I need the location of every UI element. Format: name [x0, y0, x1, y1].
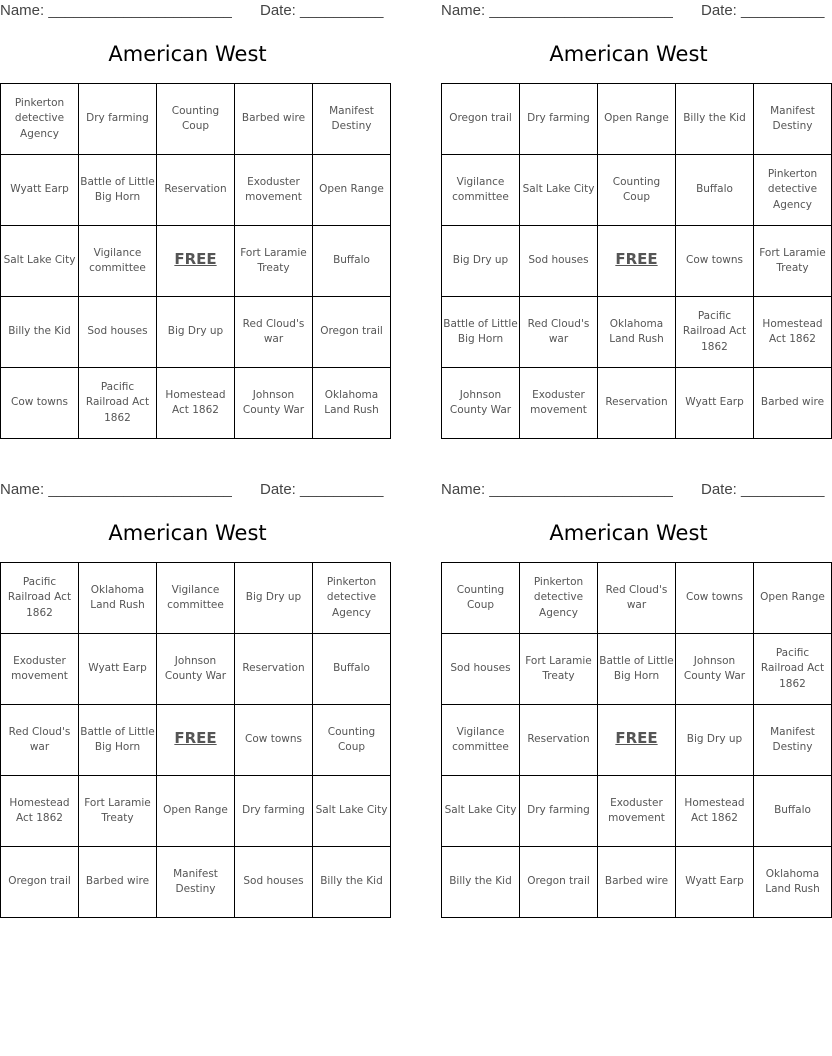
- name-field[interactable]: Name: ______________________: [0, 481, 232, 498]
- bingo-cell[interactable]: Manifest Destiny: [157, 847, 235, 918]
- bingo-cell[interactable]: Big Dry up: [676, 705, 754, 776]
- bingo-cell[interactable]: Sod houses: [79, 297, 157, 368]
- grid-row: [1, 226, 391, 297]
- bingo-card-2: [441, 0, 826, 440]
- bingo-cell[interactable]: Big Dry up: [442, 226, 520, 297]
- bingo-cell[interactable]: Open Range: [157, 776, 235, 847]
- bingo-cell[interactable]: Counting Coup: [442, 563, 520, 634]
- bingo-cell[interactable]: Buffalo: [313, 634, 391, 705]
- bingo-cell[interactable]: Fort Laramie Treaty: [754, 226, 832, 297]
- grid-row: [442, 563, 832, 634]
- grid-row: [442, 226, 832, 297]
- bingo-cell[interactable]: Buffalo: [676, 155, 754, 226]
- grid-row: [1, 847, 391, 918]
- bingo-cell[interactable]: Reservation: [598, 368, 676, 439]
- bingo-cell[interactable]: Wyatt Earp: [676, 368, 754, 439]
- grid-row: [442, 368, 832, 439]
- grid-row: [442, 847, 832, 918]
- bingo-cell[interactable]: Salt Lake City: [520, 155, 598, 226]
- name-field[interactable]: Name: ______________________: [441, 481, 673, 498]
- bingo-cell[interactable]: Cow towns: [235, 705, 313, 776]
- grid-row: [1, 634, 391, 705]
- bingo-cell[interactable]: Vigilance committee: [157, 563, 235, 634]
- bingo-cell[interactable]: Red Cloud's war: [235, 297, 313, 368]
- bingo-cell[interactable]: Oklahoma Land Rush: [313, 368, 391, 439]
- bingo-cell[interactable]: Manifest Destiny: [754, 84, 832, 155]
- card-title: American West: [108, 42, 267, 66]
- bingo-cell[interactable]: Big Dry up: [235, 563, 313, 634]
- bingo-cell[interactable]: Johnson County War: [442, 368, 520, 439]
- grid-row: [442, 155, 832, 226]
- name-field[interactable]: Name: ______________________: [0, 2, 232, 19]
- grid-row: [442, 84, 832, 155]
- grid-row: [1, 155, 391, 226]
- bingo-cell[interactable]: Manifest Destiny: [313, 84, 391, 155]
- bingo-cell[interactable]: Barbed wire: [235, 84, 313, 155]
- bingo-cell[interactable]: Wyatt Earp: [79, 634, 157, 705]
- grid-row: [1, 776, 391, 847]
- bingo-cell[interactable]: Vigilance committee: [442, 155, 520, 226]
- bingo-cell[interactable]: Battle of Little Big Horn: [79, 705, 157, 776]
- bingo-cell[interactable]: Buffalo: [754, 776, 832, 847]
- grid-row: [1, 297, 391, 368]
- bingo-card-3: [0, 479, 388, 919]
- bingo-cell[interactable]: Pinkerton detective Agency: [1, 84, 79, 155]
- bingo-cell[interactable]: Dry farming: [520, 776, 598, 847]
- bingo-cell[interactable]: Billy the Kid: [1, 297, 79, 368]
- bingo-cell[interactable]: Reservation: [235, 634, 313, 705]
- grid-row: [442, 705, 832, 776]
- bingo-cell[interactable]: Vigilance committee: [442, 705, 520, 776]
- grid-row: [1, 705, 391, 776]
- bingo-cell[interactable]: Sod houses: [235, 847, 313, 918]
- bingo-grid: [0, 562, 391, 918]
- bingo-cell[interactable]: Salt Lake City: [313, 776, 391, 847]
- grid-row: [1, 84, 391, 155]
- bingo-cell[interactable]: Oklahoma Land Rush: [79, 563, 157, 634]
- bingo-cell[interactable]: Oregon trail: [313, 297, 391, 368]
- bingo-cell[interactable]: Dry farming: [520, 84, 598, 155]
- bingo-cell[interactable]: Johnson County War: [235, 368, 313, 439]
- bingo-cell[interactable]: Red Cloud's war: [598, 563, 676, 634]
- bingo-cell[interactable]: Manifest Destiny: [754, 705, 832, 776]
- free-space-label: FREE: [174, 729, 217, 748]
- bingo-cell[interactable]: Homestead Act 1862: [754, 297, 832, 368]
- free-space-label: FREE: [615, 250, 658, 269]
- bingo-cell[interactable]: Pinkerton detective Agency: [313, 563, 391, 634]
- bingo-cell[interactable]: Homestead Act 1862: [157, 368, 235, 439]
- free-space-cell[interactable]: [157, 226, 235, 297]
- date-field[interactable]: Date: __________: [701, 2, 825, 19]
- bingo-cell[interactable]: Exoduster movement: [598, 776, 676, 847]
- bingo-cell[interactable]: Salt Lake City: [442, 776, 520, 847]
- bingo-cell[interactable]: Red Cloud's war: [1, 705, 79, 776]
- bingo-cell[interactable]: Big Dry up: [157, 297, 235, 368]
- bingo-cell[interactable]: Sod houses: [442, 634, 520, 705]
- bingo-cell[interactable]: Wyatt Earp: [676, 847, 754, 918]
- bingo-cell[interactable]: Open Range: [754, 563, 832, 634]
- bingo-grid: [441, 562, 832, 918]
- bingo-cell[interactable]: Wyatt Earp: [1, 155, 79, 226]
- bingo-cell[interactable]: Counting Coup: [157, 84, 235, 155]
- card-title: American West: [108, 521, 267, 545]
- date-field[interactable]: Date: __________: [260, 481, 384, 498]
- bingo-cell[interactable]: Reservation: [157, 155, 235, 226]
- bingo-cell[interactable]: Billy the Kid: [676, 84, 754, 155]
- bingo-cell[interactable]: Exoduster movement: [1, 634, 79, 705]
- free-space-cell[interactable]: [598, 226, 676, 297]
- bingo-cell[interactable]: Dry farming: [79, 84, 157, 155]
- bingo-cell[interactable]: Johnson County War: [676, 634, 754, 705]
- card-title: American West: [549, 42, 708, 66]
- grid-row: [442, 297, 832, 368]
- free-space-cell[interactable]: [157, 705, 235, 776]
- bingo-cell[interactable]: Barbed wire: [79, 847, 157, 918]
- free-space-cell[interactable]: [598, 705, 676, 776]
- bingo-cell[interactable]: Exoduster movement: [235, 155, 313, 226]
- bingo-cell[interactable]: Oklahoma Land Rush: [598, 297, 676, 368]
- bingo-cell[interactable]: Buffalo: [313, 226, 391, 297]
- bingo-cell[interactable]: Salt Lake City: [1, 226, 79, 297]
- bingo-cell[interactable]: Cow towns: [676, 226, 754, 297]
- bingo-cell[interactable]: Open Range: [313, 155, 391, 226]
- bingo-cell[interactable]: Cow towns: [676, 563, 754, 634]
- bingo-cell[interactable]: Oregon trail: [520, 847, 598, 918]
- bingo-cell[interactable]: Reservation: [520, 705, 598, 776]
- bingo-cell[interactable]: Barbed wire: [598, 847, 676, 918]
- bingo-cell[interactable]: Open Range: [598, 84, 676, 155]
- bingo-cell[interactable]: Vigilance committee: [79, 226, 157, 297]
- bingo-cell[interactable]: Fort Laramie Treaty: [235, 226, 313, 297]
- bingo-cell[interactable]: Sod houses: [520, 226, 598, 297]
- bingo-cell[interactable]: Battle of Little Big Horn: [79, 155, 157, 226]
- bingo-cell[interactable]: Battle of Little Big Horn: [442, 297, 520, 368]
- free-space-label: FREE: [174, 250, 217, 269]
- bingo-cell[interactable]: Counting Coup: [313, 705, 391, 776]
- bingo-cell[interactable]: Homestead Act 1862: [1, 776, 79, 847]
- free-space-label: FREE: [615, 729, 658, 748]
- bingo-cell[interactable]: Dry farming: [235, 776, 313, 847]
- bingo-cell[interactable]: Pacific Railroad Act 1862: [1, 563, 79, 634]
- bingo-card-1: [0, 0, 384, 440]
- bingo-cell[interactable]: Pacific Railroad Act 1862: [79, 368, 157, 439]
- bingo-cell[interactable]: Oregon trail: [442, 84, 520, 155]
- bingo-cell[interactable]: Oklahoma Land Rush: [754, 847, 832, 918]
- bingo-cell[interactable]: Pinkerton detective Agency: [520, 563, 598, 634]
- bingo-cell[interactable]: Pacific Railroad Act 1862: [676, 297, 754, 368]
- bingo-cell[interactable]: Red Cloud's war: [520, 297, 598, 368]
- date-field[interactable]: Date: __________: [701, 481, 825, 498]
- name-field[interactable]: Name: ______________________: [441, 2, 673, 19]
- bingo-cell[interactable]: Billy the Kid: [442, 847, 520, 918]
- bingo-cell[interactable]: Fort Laramie Treaty: [520, 634, 598, 705]
- grid-row: [442, 634, 832, 705]
- bingo-cell[interactable]: Pinkerton detective Agency: [754, 155, 832, 226]
- bingo-cell[interactable]: Barbed wire: [754, 368, 832, 439]
- bingo-cell[interactable]: Counting Coup: [598, 155, 676, 226]
- card-title: American West: [549, 521, 708, 545]
- grid-row: [442, 776, 832, 847]
- bingo-grid: [441, 83, 832, 439]
- bingo-cell[interactable]: Battle of Little Big Horn: [598, 634, 676, 705]
- bingo-cell[interactable]: Exoduster movement: [520, 368, 598, 439]
- bingo-cell[interactable]: Billy the Kid: [313, 847, 391, 918]
- bingo-cell[interactable]: Cow towns: [1, 368, 79, 439]
- bingo-cell[interactable]: Homestead Act 1862: [676, 776, 754, 847]
- grid-row: [1, 563, 391, 634]
- date-field[interactable]: Date: __________: [260, 2, 384, 19]
- bingo-cell[interactable]: Fort Laramie Treaty: [79, 776, 157, 847]
- bingo-card-4: [441, 479, 825, 919]
- grid-row: [1, 368, 391, 439]
- bingo-cell[interactable]: Pacific Railroad Act 1862: [754, 634, 832, 705]
- bingo-grid: [0, 83, 391, 439]
- bingo-cell[interactable]: Johnson County War: [157, 634, 235, 705]
- bingo-cell[interactable]: Oregon trail: [1, 847, 79, 918]
